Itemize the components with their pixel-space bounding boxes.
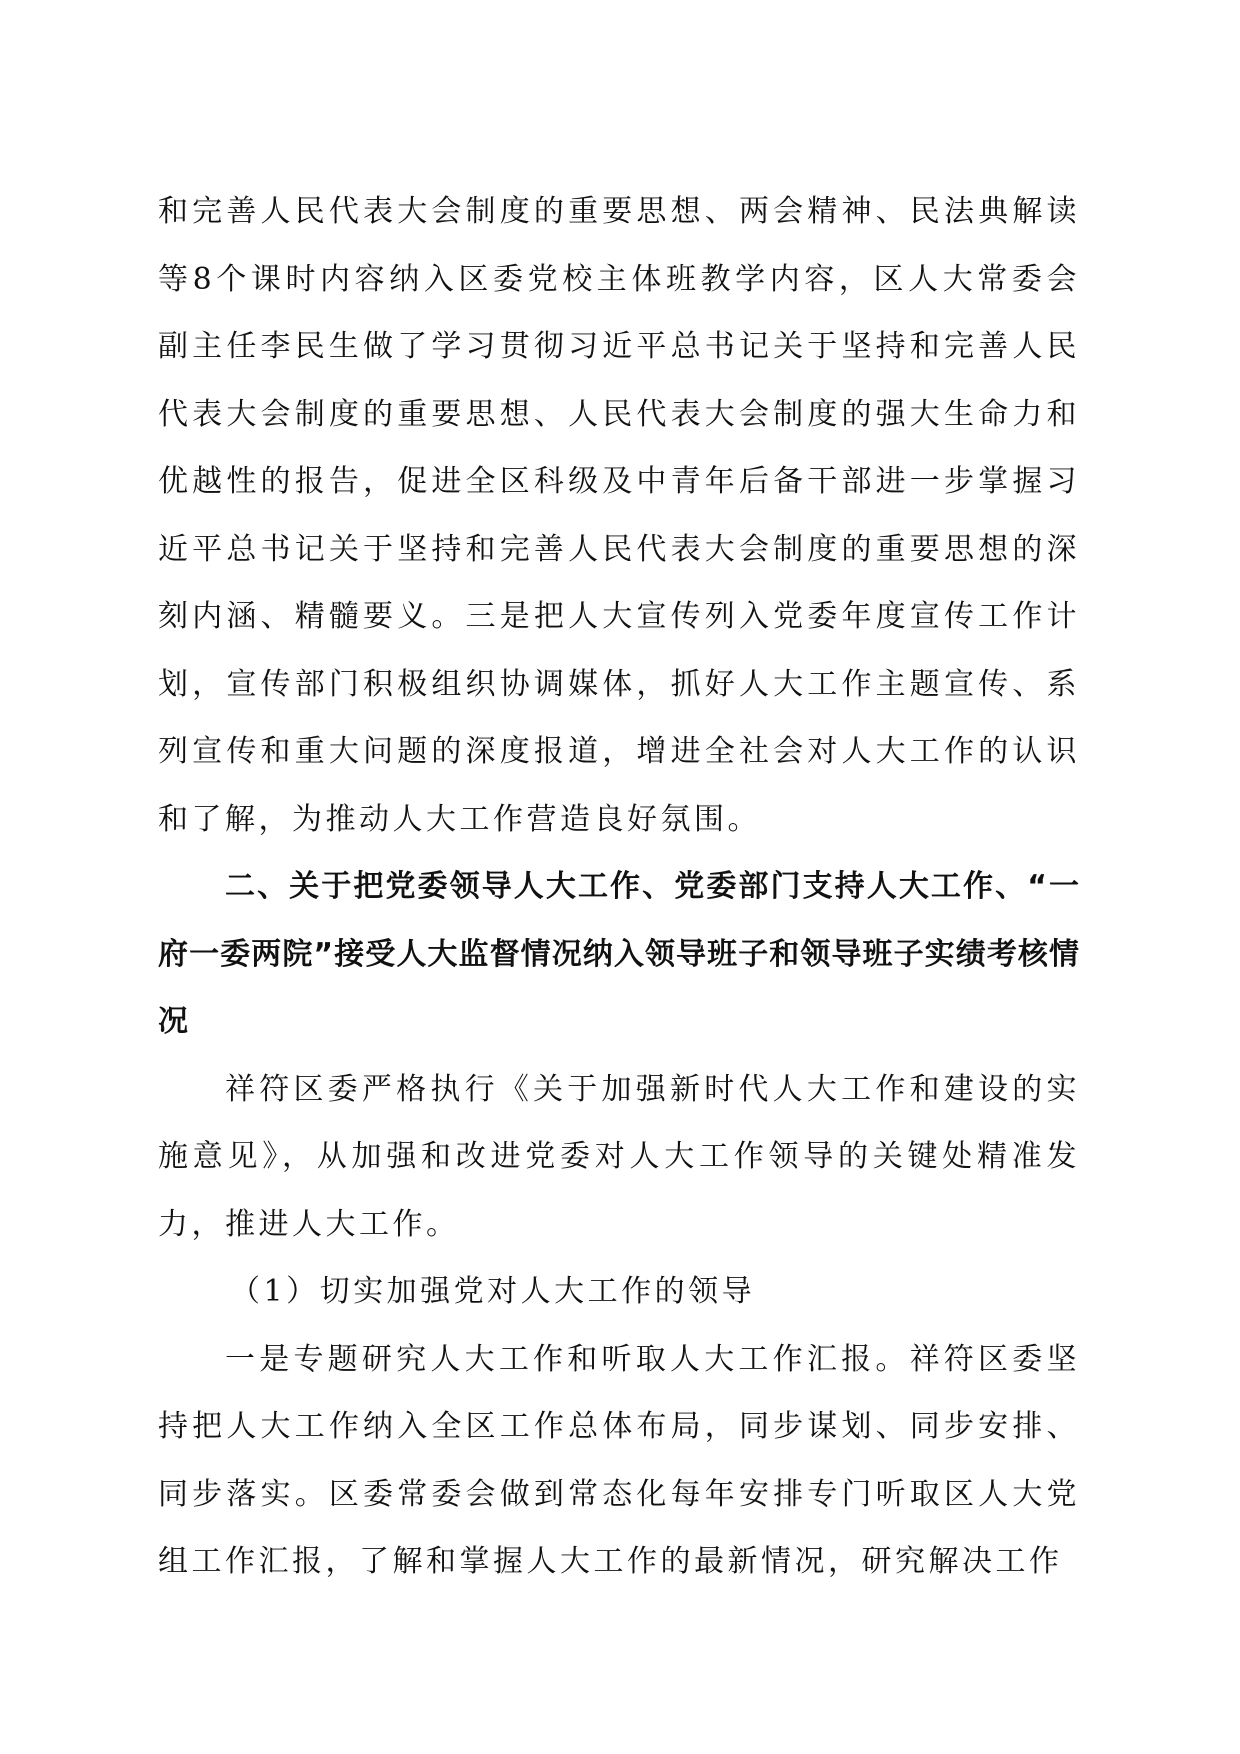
document-body (158, 178, 1080, 1596)
body-paragraph: 祥符区委严格执行《关于加强新时代人大工作和建设的实施意见》，从加强和改进党委对人大工作领导的关键处精准发力，推进人大工作。 (158, 1071, 1080, 1242)
sub-heading: （1）切实加强党对人大工作的领导 (230, 1274, 756, 1309)
body-paragraph-continued: 和完善人民代表大会制度的重要思想、两会精神、民法典解读等8个课时内容纳入区委党校主体班教学内容，区人大常委会副主任李民生做了学习贯彻习近平总书记关于坚持和完善人民代表大会制度的重要思想、人民代表大会制度的强大生命力和优越性的报告，促进全区科级及中青年后备干部进一步掌握习近平总书记关于坚持和完善人民代表大会制度的重要思想的深刻内涵、精髓要义。三是把人大宣传列入党委年度宣传工作计划，宣传部门积极组织协调媒体，抓好人大工作主题宣传、系列宣传和重大问题的深度报道，增进全社会对人大工作的认识和了解，为推动人大工作营造良好氛围。 (158, 194, 1080, 837)
section-heading: 二、关于把党委领导人大工作、党委部门支持人大工作、“一府一委两院”接受人大监督情况纳入领导班子和领导班子实绩考核情况 (158, 869, 1080, 1039)
body-paragraph: 一是专题研究人大工作和听取人大工作汇报。祥符区委坚持把人大工作纳入全区工作总体布局，同步谋划、同步安排、同步落实。区委常委会做到常态化每年安排专门听取区人大党组工作汇报，了解和掌握人大工作的最新情况，研究解决工作 (158, 1341, 1080, 1579)
